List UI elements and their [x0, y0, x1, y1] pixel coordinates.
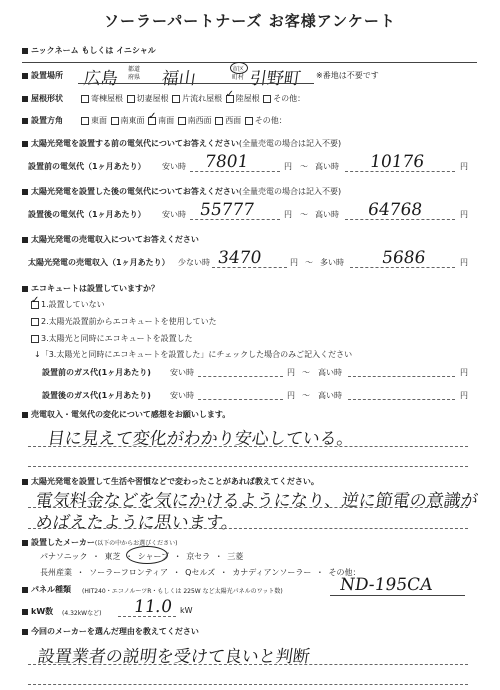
sales-low-unit: 円 [290, 258, 298, 267]
after-low-unit: 円 [284, 210, 292, 219]
orientation-option: 西面 [225, 116, 242, 125]
kw-value: 11.0 [132, 597, 174, 617]
orientation-option-checkbox-checked[interactable] [148, 117, 156, 125]
nickname-line[interactable] [22, 62, 477, 63]
roof-option-checkbox[interactable] [172, 95, 180, 103]
after-high-line[interactable] [345, 219, 455, 220]
sales-label: 太陽光発電の売電収入（1ヶ月あたり） [28, 258, 170, 267]
after-high-unit: 円 [460, 210, 468, 219]
kw-unit: kW [180, 606, 193, 615]
gas-before-high-label: 高い時 [318, 368, 342, 377]
after-label: 設置後の電気代（1ヶ月あたり） [28, 210, 146, 219]
habits-header: 太陽光発電を設置して生活や習慣などで変わったことがあれば教えてください。 [22, 476, 319, 487]
city-suffix-circle [230, 62, 248, 74]
kw-label: kW数 [22, 606, 53, 617]
roof-option-checkbox[interactable] [127, 95, 135, 103]
ecocute-option-1: ✓1.設置していない [30, 299, 105, 310]
before-low-unit: 円 [284, 162, 292, 171]
maker-option-selected[interactable]: シャープ [137, 552, 170, 561]
gas-after-label: 設置後のガス代(1ヶ月あたり) [42, 391, 151, 400]
ecocute-checkbox[interactable] [31, 335, 39, 343]
roof-options [80, 93, 305, 104]
reason-header: 今回のメーカーを選んだ理由を教えてください [22, 626, 199, 637]
maker-option[interactable]: 長州産業 [40, 568, 72, 577]
before-high-value: 10176 [368, 152, 426, 172]
roof-option: 寄棟屋根 [91, 94, 123, 103]
sales-high-unit: 円 [460, 258, 468, 267]
habits-answer-line-2: めばえたように思います。 [34, 513, 240, 533]
orientation-options [80, 115, 287, 126]
maker-option[interactable]: Qセルズ [185, 568, 216, 577]
gas-after-high-label: 高い時 [318, 391, 342, 400]
after-high-value: 64768 [366, 200, 424, 220]
orientation-option: その他： [254, 116, 287, 125]
after-range: 〜 [300, 210, 308, 219]
city-suffix-bottom: 町村 [232, 74, 245, 81]
impression-line-2[interactable] [28, 466, 468, 467]
sales-high-label: 多い時 [320, 258, 344, 267]
before-header: 太陽光発電を設置する前の電気代についてお答えください(全量売電の場合は記入不要) [22, 138, 341, 149]
location-prefecture: 広島 [82, 69, 120, 89]
panel-note: (HIT240・エコノルーツR・もしくは 225W など太陽光パネルのワット数) [82, 588, 283, 595]
maker-option[interactable]: 京セラ [186, 552, 211, 561]
gas-before-low-line[interactable] [198, 376, 283, 377]
gas-after-low-line[interactable] [198, 399, 283, 400]
ecocute-option-2: 2.太陽光設置前からエコキュートを使用していた [30, 316, 217, 327]
panel-line[interactable] [330, 595, 465, 596]
gas-before-high-line[interactable] [348, 376, 455, 377]
sales-range: 〜 [305, 258, 313, 267]
before-label: 設置前の電気代（1ヶ月あたり） [28, 162, 146, 171]
kw-note: (4.32kWなど) [62, 610, 102, 617]
impression-answer: 目に見えて変化がわかり安心している。 [46, 429, 356, 449]
sales-high-value: 5686 [380, 248, 427, 268]
before-high-unit: 円 [460, 162, 468, 171]
roof-option-checkbox[interactable] [81, 95, 89, 103]
orientation-option-checkbox[interactable] [111, 117, 119, 125]
ecocute-header: エコキュートは設置していますか？ [22, 283, 159, 294]
panel-label: パネル種類 [22, 584, 71, 595]
pref-suffix-bottom: 府県 [128, 74, 141, 81]
maker-header: 設置したメーカー(以下の中からお選びください) [22, 537, 178, 548]
after-low-line[interactable] [190, 219, 280, 220]
location-note: ※番地は不要です [316, 71, 379, 80]
orientation-option: 南西面 [187, 116, 212, 125]
reason-line-1[interactable] [28, 664, 468, 665]
gas-after-low-unit: 円 [287, 391, 295, 400]
orientation-option: 南面 [158, 116, 175, 125]
orientation-option-checkbox[interactable] [81, 117, 89, 125]
orientation-option-checkbox[interactable] [215, 117, 223, 125]
gas-after-low-label: 安い時 [170, 391, 194, 400]
ecocute-checkbox-checked[interactable] [31, 301, 39, 309]
habits-line-2[interactable] [28, 528, 468, 529]
habits-answer-line-1: 電気料金などを気にかけるようになり、逆に節電の意識が [34, 491, 480, 511]
before-high-label: 高い時 [315, 162, 339, 171]
gas-before-low-label: 安い時 [170, 368, 194, 377]
sales-low-line[interactable] [212, 267, 287, 268]
reason-line-2[interactable] [28, 684, 468, 685]
after-high-label: 高い時 [315, 210, 339, 219]
ecocute-checkbox[interactable] [31, 318, 39, 326]
nickname-label: ニックネーム もしくは イニシャル [22, 45, 156, 56]
sales-low-value: 3470 [216, 248, 263, 268]
before-low-line[interactable] [190, 171, 280, 172]
orientation-label: 設置方角 [22, 115, 63, 126]
ecocute-note: ↓「3.太陽光と同時にエコキュートを設置した」にチェックした場合のみご記入ください [34, 350, 353, 359]
kw-line[interactable] [118, 616, 176, 617]
location-line[interactable] [78, 83, 314, 84]
city-suffix-top: 市区 [232, 66, 245, 73]
maker-option[interactable]: ソーラーフロンティア [89, 568, 169, 577]
sales-high-line[interactable] [350, 267, 455, 268]
after-low-value: 55777 [198, 200, 256, 220]
survey-title: ソーラーパートナーズ お客様アンケート [104, 12, 396, 30]
location-town: 引野町 [248, 69, 303, 89]
ecocute-option-3: 3.太陽光と同時にエコキュートを設置した [30, 333, 193, 344]
orientation-option: 東面 [91, 116, 107, 125]
before-low-value: 7801 [203, 152, 250, 172]
maker-option[interactable]: その他： [328, 568, 361, 577]
roof-label: 屋根形状 [22, 93, 63, 104]
gas-after-range: 〜 [302, 391, 310, 400]
location-label: 設置場所 [22, 70, 63, 81]
roof-option: その他： [273, 94, 306, 103]
pref-suffix-top: 都道 [128, 66, 141, 73]
reason-answer: 設置業者の説明を受けて良いと判断 [36, 647, 312, 667]
after-low-label: 安い時 [162, 210, 186, 219]
gas-after-high-line[interactable] [348, 399, 455, 400]
impression-line-1[interactable] [28, 446, 468, 447]
maker-row-1: パナソニック ・ 東芝 ・ シャープ ・ 京セラ ・ 三菱 [40, 552, 244, 561]
gas-before-high-unit: 円 [460, 368, 468, 377]
roof-option: 陸屋根 [235, 94, 260, 103]
orientation-option: 南東面 [120, 116, 145, 125]
location-city: 福山 [160, 69, 198, 89]
after-header: 太陽光発電を設置した後の電気代についてお答えください(全量売電の場合は記入不要) [22, 186, 341, 197]
maker-row-2: 長州産業 ・ ソーラーフロンティア ・ Qセルズ ・ カナディアンソーラー ・ その他： [40, 568, 361, 577]
maker-option[interactable]: 三菱 [227, 552, 244, 561]
roof-option-checkbox-checked[interactable] [226, 95, 234, 103]
before-low-label: 安い時 [162, 162, 186, 171]
gas-after-high-unit: 円 [460, 391, 468, 400]
before-range: 〜 [300, 162, 308, 171]
panel-value: ND-195CA [338, 575, 434, 595]
before-high-line[interactable] [345, 171, 455, 172]
maker-selected-circle [126, 546, 168, 564]
gas-before-low-unit: 円 [287, 368, 295, 377]
orientation-option-checkbox[interactable] [245, 117, 253, 125]
gas-before-label: 設置前のガス代(1ヶ月あたり) [42, 368, 151, 377]
sales-low-label: 少ない時 [178, 258, 210, 267]
maker-option[interactable]: 東芝 [104, 552, 121, 561]
roof-option: 切妻屋根 [136, 94, 169, 103]
sales-header: 太陽光発電の売電収入についてお答えください [22, 234, 199, 245]
maker-option[interactable]: カナディアンソーラー [232, 568, 312, 577]
orientation-option-checkbox[interactable] [178, 117, 186, 125]
roof-option: 片流れ屋根 [182, 94, 223, 103]
impression-header: 売電収入・電気代の変化について感想をお願いします。 [22, 409, 230, 420]
maker-option[interactable]: パナソニック [40, 552, 88, 561]
gas-before-range: 〜 [302, 368, 310, 377]
roof-option-checkbox[interactable] [263, 95, 271, 103]
